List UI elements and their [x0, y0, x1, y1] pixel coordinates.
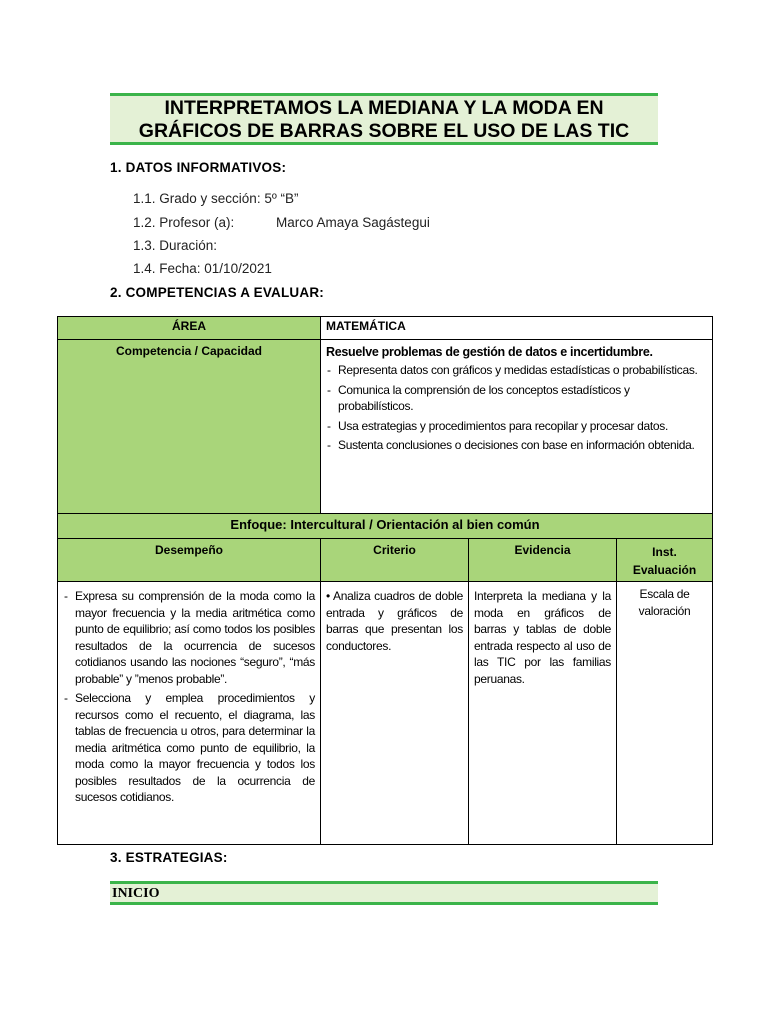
info-fecha-label: 1.4. Fecha: 01/10/2021 — [133, 261, 272, 276]
title-line-1: INTERPRETAMOS LA MEDIANA Y LA MODA EN — [164, 97, 604, 119]
enfoque-cell: Enfoque: Intercultural / Orientación al bien común — [58, 514, 713, 539]
col-evidencia-header: Evidencia — [469, 539, 617, 582]
info-profesor-value: Marco Amaya Sagástegui — [276, 215, 430, 230]
desempeno-cell — [58, 582, 321, 845]
inicio-heading: INICIO — [110, 881, 658, 905]
title-line-2: GRÁFICOS DE BARRAS SOBRE EL USO DE LAS TIC — [138, 120, 630, 142]
info-grado — [133, 191, 299, 206]
section-estrategias-heading: 3. ESTRATEGIAS: — [110, 850, 228, 865]
col-desempeno-header: Desempeño — [58, 539, 321, 582]
desempeno-item: - Selecciona y emplea procedimientos y recursos como el recuento, el diagrama, las tablas de frecuencia u otros, para determinar la media aritmética como punto de equilibrio, la moda como la mayor frecuencia y todos los posibles resultados de la ocurrencia de sucesos cotidianos. — [63, 690, 315, 806]
competencia-value-cell — [321, 340, 713, 514]
info-duracion-label: 1.3. Duración: — [133, 238, 218, 253]
section-datos-heading: 1. DATOS INFORMATIVOS: — [110, 160, 287, 175]
info-duracion — [133, 238, 217, 253]
capacidad-item: - Usa estrategias y procedimientos para recopilar y procesar datos. — [326, 418, 707, 435]
capacidad-item: - Representa datos con gráficos y medidas estadísticas o probabilísticas. — [326, 362, 707, 379]
section-competencias-heading: 2. COMPETENCIAS A EVALUAR: — [110, 285, 324, 300]
info-profesor-label: 1.2. Profesor (a): — [133, 215, 235, 230]
capacidad-item: - Comunica la comprensión de los conceptos estadísticos y probabilísticos. — [326, 382, 707, 415]
col-criterio-header: Criterio — [321, 539, 469, 582]
document-title — [110, 93, 658, 145]
info-fecha — [133, 261, 272, 276]
area-value-cell: MATEMÁTICA — [321, 317, 713, 340]
info-profesor — [133, 215, 533, 230]
desempenos-list — [63, 588, 315, 806]
capacidad-item: - Sustenta conclusiones o decisiones con base en información obtenida. — [326, 437, 707, 454]
criterio-cell: • Analiza cuadros de doble entrada y gráficos de barras que presentan los conductores. — [321, 582, 469, 845]
col-inst-header: Inst. Evaluación — [617, 539, 713, 582]
info-grado-label: 1.1. Grado y sección: 5º “B” — [133, 191, 299, 206]
competencia-title: Resuelve problemas de gestión de datos e incertidumbre. — [326, 345, 653, 359]
evidencia-cell: Interpreta la mediana y la moda en gráficos de barras y tablas de doble entrada respecto al uso de las TIC por las familias peruanas. — [469, 582, 617, 845]
desempeno-item: - Expresa su comprensión de la moda como la mayor frecuencia y la media aritmética como punto de equilibrio; así como todos los posibles resultados de la ocurrencia de sucesos cotidianos usando las nociones “seguro”, “más probable” y ”menos probable”. — [63, 588, 315, 687]
area-label-cell: ÁREA — [58, 317, 321, 340]
competencia-label-cell: Competencia / Capacidad — [58, 340, 321, 514]
instrumento-cell: Escala de valoración — [617, 582, 713, 845]
competencias-table — [57, 316, 713, 845]
capacidades-list — [326, 362, 707, 454]
